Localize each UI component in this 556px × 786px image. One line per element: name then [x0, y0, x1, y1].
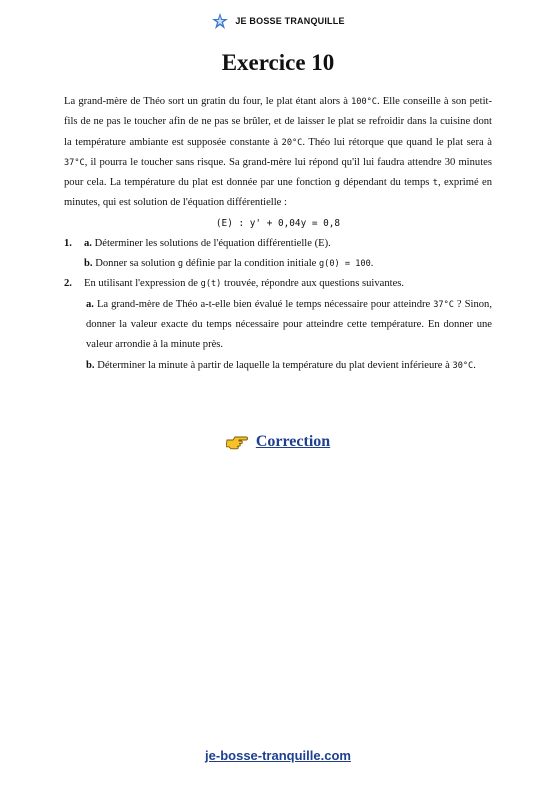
math-value: g — [334, 178, 340, 189]
website-link[interactable]: je-bosse-tranquille.com — [205, 748, 351, 763]
question-number: 1. — [64, 237, 72, 249]
question-1-a — [84, 234, 331, 254]
correction-link[interactable]: Correction — [255, 433, 331, 450]
math-value: 100°C — [351, 97, 377, 107]
subquestion-text: La grand-mère de Théo a-t-elle bien évalué le temps nécessaire pour atteindre — [93, 298, 434, 310]
math-value: g(t) — [200, 279, 222, 290]
subquestion-text: . — [370, 258, 374, 270]
intro-text: , exprimé en minutes, qui est solution de l'équation différentielle : — [64, 177, 492, 209]
differential-equation: (E) : y' + 0,04y = 0,8 — [215, 217, 341, 229]
brand-name: JE BOSSE TRANQUILLE — [235, 16, 345, 26]
header — [0, 12, 556, 30]
intro-text: . Elle conseille à son petit-fils de ne pas le toucher afin de ne pas se brûler, et de laisser le plat se refroidir dans la cuisine dont la température ambiante est supposée constante à — [64, 96, 492, 148]
intro-text: . Théo lui rétorque que quand le plat sera à — [302, 136, 492, 148]
page-title: Exercice 10 — [221, 50, 335, 75]
question-2-a — [86, 295, 492, 356]
subquestion-text: . — [473, 359, 476, 371]
math-value: 20°C — [281, 137, 303, 148]
math-value: g — [177, 259, 184, 270]
subquestion-text: ? Sinon, donner la valeur exacte du temps nécessaire pour atteindre cette température. En donner une valeur arrondie à la minute près. — [86, 298, 492, 351]
subquestion-label: b. — [84, 258, 93, 270]
question-text: En utilisant l'expression de — [84, 278, 201, 290]
question-2 — [64, 274, 492, 294]
star-logo-icon — [211, 13, 229, 29]
intro-text: dépendant du temps — [339, 177, 433, 189]
subquestion-text: Donner sa solution — [92, 258, 178, 270]
question-2-intro — [84, 274, 492, 294]
intro-paragraph — [64, 92, 492, 214]
question-1-b — [84, 254, 492, 274]
pointing-hand-icon — [226, 434, 248, 450]
footer — [0, 745, 556, 764]
math-value: t — [432, 178, 438, 189]
exercise-body — [64, 92, 492, 376]
intro-text: , il pourra le toucher sans risque. Sa grand-mère lui répond qu'il lui faudra attendre 30 minutes pour cela. La température du plat est donnée par une fonction — [64, 156, 492, 189]
intro-text: La grand-mère de Théo sort un gratin du four, le plat étant alors à — [64, 96, 352, 107]
subquestion-text: définie par la condition initiale — [183, 258, 319, 270]
subquestion-label: b. — [86, 359, 95, 371]
subquestion-label: a. — [84, 237, 92, 249]
math-value: 30°C — [452, 360, 474, 371]
question-number: 2. — [64, 278, 72, 290]
math-value: g(0) = 100 — [319, 259, 371, 270]
subquestion-text: Déterminer les solutions de l'équation différentielle (E). — [91, 237, 331, 249]
math-value: 37°C — [433, 299, 454, 310]
correction-link-row — [0, 433, 556, 451]
question-text: trouvée, répondre aux questions suivantes. — [221, 278, 405, 290]
subquestion-label: a. — [86, 298, 94, 310]
math-value: 37°C — [64, 157, 85, 168]
question-2-b — [86, 356, 492, 376]
subquestion-text: Déterminer la minute à partir de laquelle la température du plat devient inférieure à — [94, 359, 453, 371]
question-1 — [64, 234, 492, 254]
